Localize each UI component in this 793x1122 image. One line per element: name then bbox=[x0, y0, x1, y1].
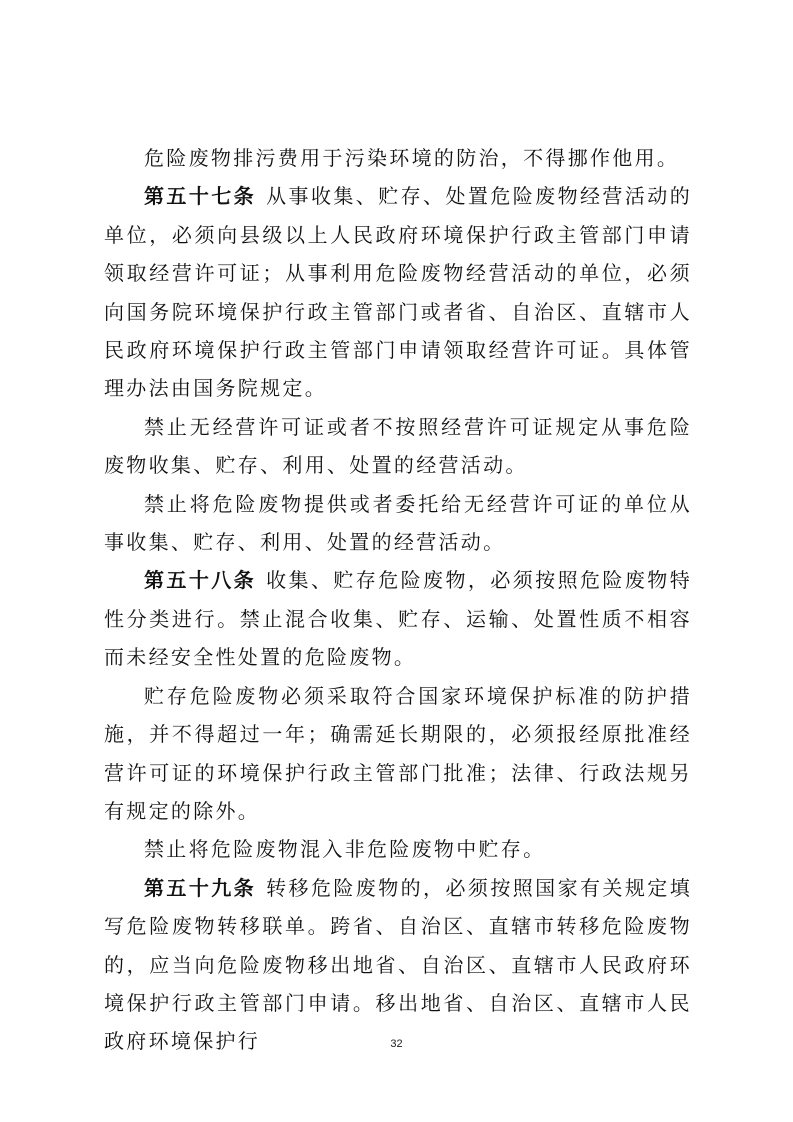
page-number: 32 bbox=[390, 1038, 403, 1050]
paragraph-7 bbox=[104, 830, 692, 868]
paragraph-article-57 bbox=[104, 177, 692, 407]
article-number: 第五十九条 bbox=[144, 875, 257, 900]
paragraph-article-58 bbox=[104, 561, 692, 676]
paragraph-text: 禁止将危险废物混入非危险废物中贮存。 bbox=[144, 837, 546, 862]
paragraph-text: 危险废物排污费用于污染环境的防治，不得挪作他用。 bbox=[144, 146, 680, 170]
paragraph-text: 禁止将危险废物提供或者委托给无经营许可证的单位从事收集、贮存、利用、处置的经营活动。 bbox=[104, 491, 692, 555]
paragraph-3 bbox=[104, 408, 692, 485]
paragraph-6 bbox=[104, 677, 692, 831]
paragraph-text: 收集、贮存危险废物，必须按照危险废物特性分类进行。禁止混合收集、贮存、运输、处置性质不相容而未经安全性处置的危险废物。 bbox=[104, 568, 692, 670]
paragraph-4 bbox=[104, 485, 692, 562]
paragraph-text: 贮存危险废物必须采取符合国家环境保护标准的防护措施，并不得超过一年；确需延长期限的，必须报经原批准经营许可证的环境保护行政主管部门批准；法律、行政法规另有规定的除外。 bbox=[104, 683, 692, 823]
paragraph-text: 禁止无经营许可证或者不按照经营许可证规定从事危险废物收集、贮存、利用、处置的经营活动。 bbox=[104, 414, 692, 478]
paragraph-text: 从事收集、贮存、处置危险废物经营活动的单位，必须向县级以上人民政府环境保护行政主管部门申请领取经营许可证；从事利用危险废物经营活动的单位，必须向国务院环境保护行政主管部门或者省、自治区、直辖市人民政府环境保护行政主管部门申请领取经营许可证。具体管理办法由国务院规定。 bbox=[104, 184, 692, 401]
paragraph-text: 转移危险废物的，必须按照国家有关规定填写危险废物转移联单。跨省、自治区、直辖市转移危险废物的，应当向危险废物移出地省、自治区、直辖市人民政府环境保护行政主管部门申请。移出地省、自治区、直辖市人民政府环境保护行 bbox=[104, 875, 692, 1054]
paragraph-article-59 bbox=[104, 869, 692, 1061]
document-body bbox=[104, 139, 692, 1061]
article-number: 第五十七条 bbox=[144, 184, 257, 209]
paragraph-1 bbox=[104, 139, 692, 177]
article-number: 第五十八条 bbox=[144, 568, 257, 593]
